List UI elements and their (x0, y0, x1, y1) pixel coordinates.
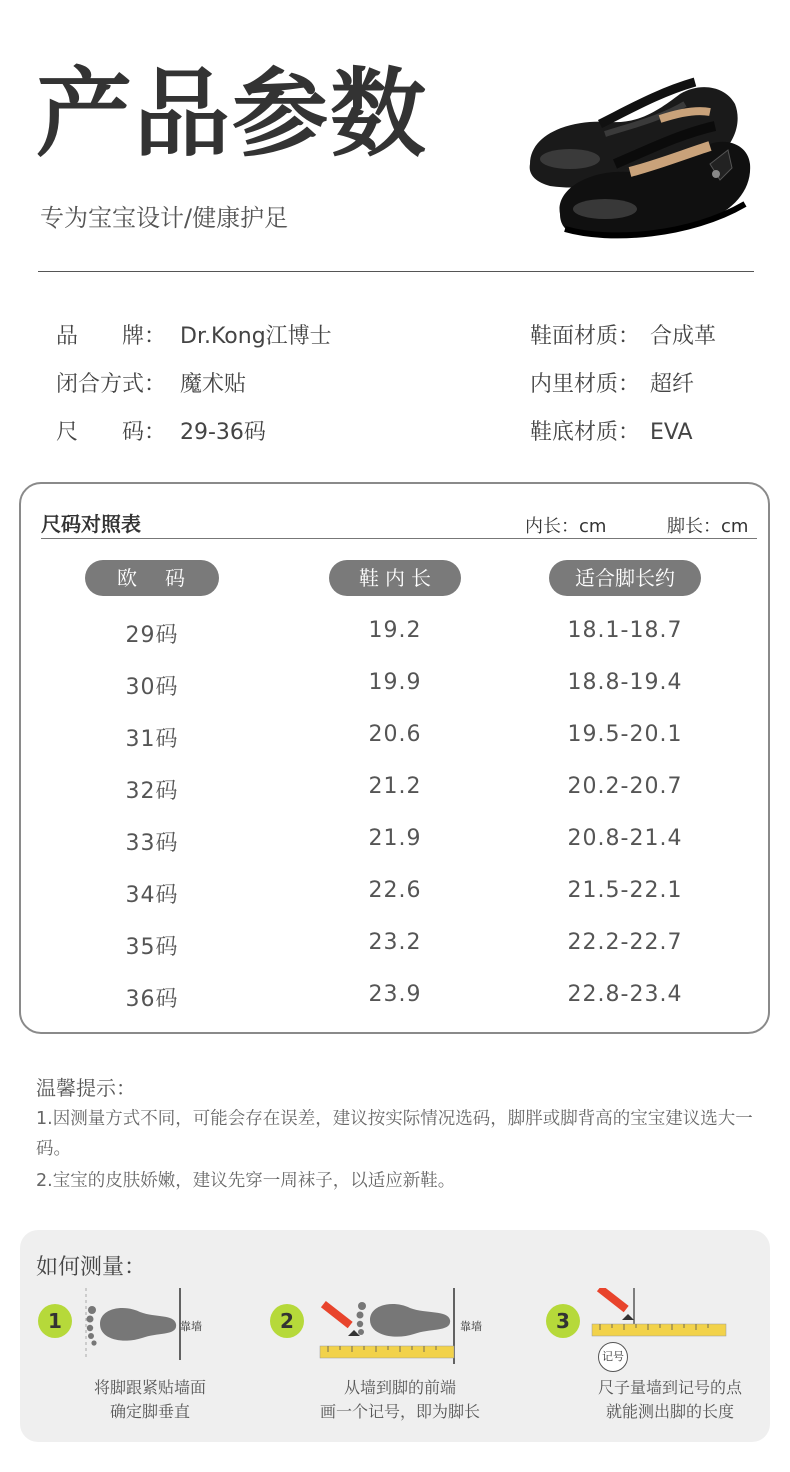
param-sole-material (530, 415, 693, 446)
step-number: 2 (270, 1304, 304, 1338)
foot-ruler-pencil-icon (318, 1286, 468, 1366)
table-row (21, 826, 772, 866)
param-value: 29-36码 (180, 420, 266, 445)
wall-label: 靠墙 (180, 1320, 202, 1333)
mark-label: 记号 (598, 1342, 628, 1372)
cell-foot-length: 19.5-20.1 (567, 722, 683, 747)
table-row (21, 670, 772, 710)
table-row (21, 930, 772, 970)
step-number: 3 (546, 1304, 580, 1338)
tips-title: 温馨提示： (36, 1076, 136, 1100)
cell-inner-length: 23.9 (368, 982, 422, 1007)
cell-size: 32码 (125, 779, 179, 804)
cell-foot-length: 20.2-20.7 (567, 774, 683, 799)
param-upper-material (530, 319, 716, 350)
table-row (21, 618, 772, 658)
cell-size: 35码 (125, 935, 179, 960)
param-size (56, 415, 266, 446)
table-row (21, 774, 772, 814)
param-label: 品 牌： (56, 324, 167, 349)
step-caption (560, 1376, 780, 1424)
cell-size: 30码 (125, 675, 179, 700)
cell-inner-length: 22.6 (368, 878, 422, 903)
cell-size: 34码 (125, 883, 179, 908)
step-caption-line: 确定脚垂直 (109, 1402, 190, 1421)
ruler-measure-icon (590, 1288, 730, 1338)
cell-inner-length: 20.6 (368, 722, 422, 747)
cell-foot-length: 18.1-18.7 (567, 618, 683, 643)
table-row (21, 982, 772, 1022)
how-to-measure-panel (20, 1230, 770, 1442)
step-caption-line: 将脚跟紧贴墙面 (93, 1378, 206, 1397)
hero-divider (38, 271, 754, 272)
step-caption (290, 1376, 510, 1424)
size-chart-card (19, 482, 770, 1034)
param-label: 鞋底材质： (530, 420, 641, 445)
step-caption-line: 从墙到脚的前端 (343, 1378, 456, 1397)
param-label: 尺 码： (56, 420, 167, 445)
cell-inner-length: 19.2 (368, 618, 422, 643)
header-eu-size: 欧码 (85, 560, 219, 596)
step-number: 1 (38, 1304, 72, 1338)
param-value: 超纤 (650, 372, 695, 397)
cell-foot-length: 22.8-23.4 (567, 982, 683, 1007)
param-brand (56, 319, 332, 350)
cell-inner-length: 21.2 (368, 774, 422, 799)
header-foot-length: 适合脚长约 (549, 560, 701, 596)
cell-size: 36码 (125, 987, 179, 1012)
cell-inner-length: 23.2 (368, 930, 422, 955)
param-label: 内里材质： (530, 372, 641, 397)
tip-item: 2.宝宝的皮肤娇嫩，建议先穿一周袜子，以适应新鞋。 (36, 1171, 456, 1191)
step-caption-line: 就能测出脚的长度 (605, 1402, 734, 1421)
unit-foot-length: 脚长：cm (667, 516, 749, 537)
wall-label: 靠墙 (460, 1320, 482, 1333)
tip-item: 1.因测量方式不同，可能会存在误差，建议按实际情况选码，脚胖或脚背高的宝宝建议选大一码。 (36, 1109, 753, 1159)
param-closure (56, 367, 246, 398)
cell-size: 29码 (125, 623, 179, 648)
cell-size: 33码 (125, 831, 179, 856)
param-value: 合成革 (650, 324, 717, 349)
param-label: 鞋面材质： (530, 324, 641, 349)
param-label: 闭合方式： (56, 372, 167, 397)
cell-size: 31码 (125, 727, 179, 752)
shoe-product-image (510, 64, 760, 244)
cell-inner-length: 21.9 (368, 826, 422, 851)
param-value: Dr.Kong江博士 (180, 324, 332, 349)
how-to-measure-title: 如何测量： (36, 1255, 147, 1280)
cell-foot-length: 20.8-21.4 (567, 826, 683, 851)
size-chart-divider (41, 538, 757, 539)
cell-foot-length: 22.2-22.7 (567, 930, 683, 955)
cell-foot-length: 21.5-22.1 (567, 878, 683, 903)
param-lining-material (530, 367, 694, 398)
unit-inner-length: 内长：cm (525, 516, 607, 537)
size-chart-title: 尺码对照表 (41, 512, 141, 536)
foot-against-wall-icon (80, 1286, 190, 1362)
table-row (21, 878, 772, 918)
table-row (21, 722, 772, 762)
page-title: 产品参数 (36, 57, 428, 170)
step-caption-line: 画一个记号，即为脚长 (319, 1402, 480, 1421)
step-caption (40, 1376, 260, 1424)
step-caption-line: 尺子量墙到记号的点 (597, 1378, 742, 1397)
page-subtitle: 专为宝宝设计/健康护足 (40, 204, 289, 232)
cell-foot-length: 18.8-19.4 (567, 670, 683, 695)
cell-inner-length: 19.9 (368, 670, 422, 695)
param-value: EVA (650, 420, 693, 445)
param-value: 魔术贴 (180, 372, 247, 397)
header-inner-length: 鞋内长 (329, 560, 461, 596)
